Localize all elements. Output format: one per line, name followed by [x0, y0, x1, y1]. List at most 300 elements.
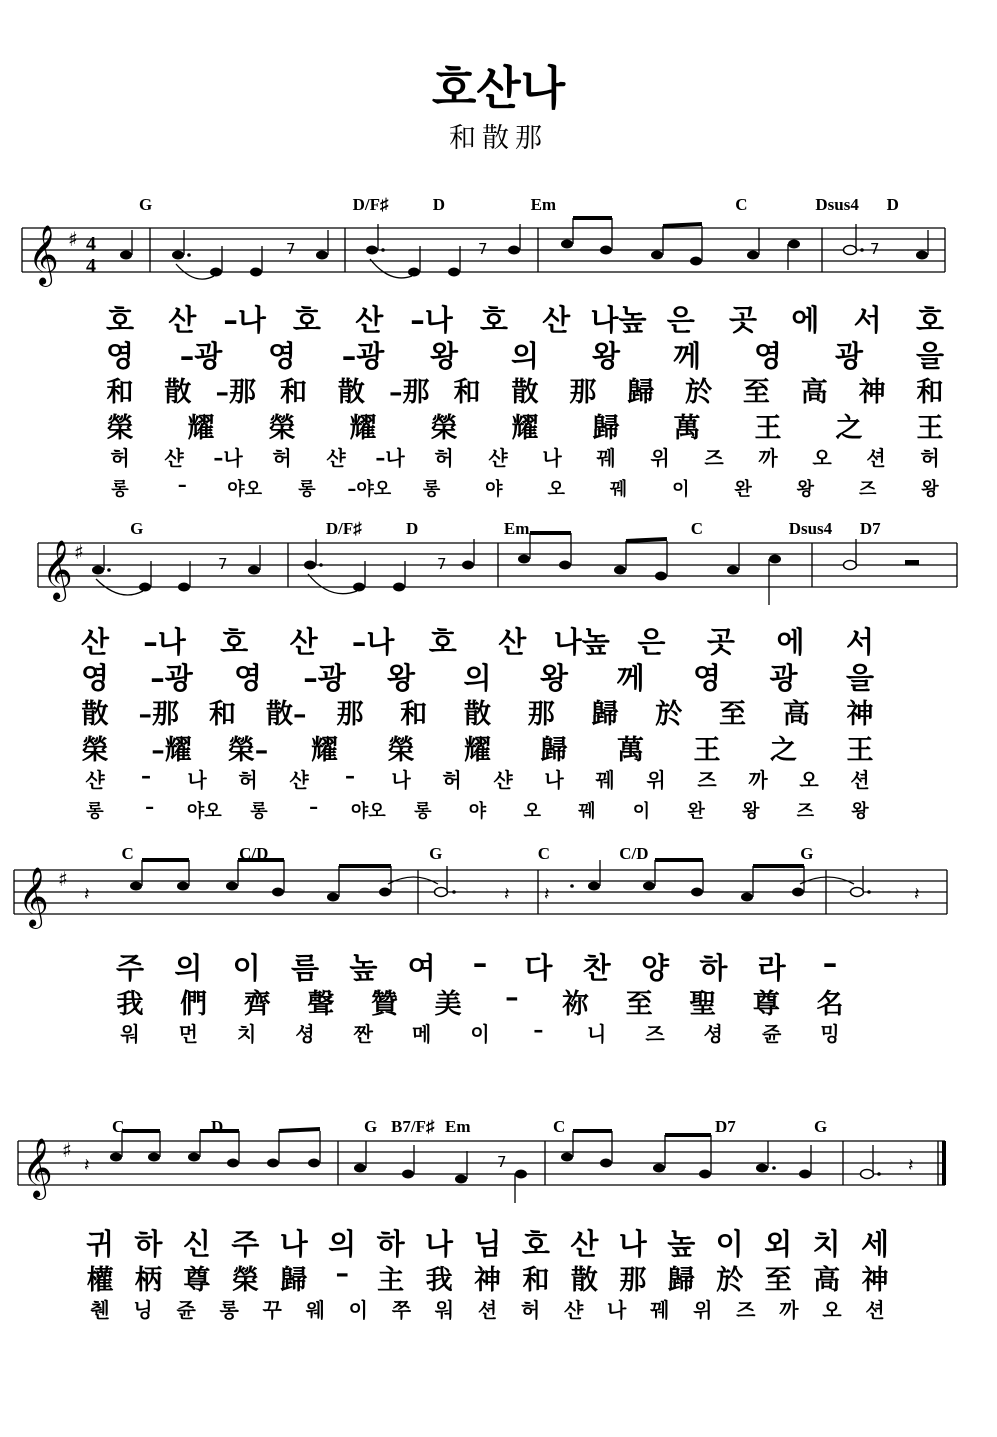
chord-symbol: D: [406, 519, 419, 538]
lyric-syllable: 尊: [752, 989, 780, 1020]
lyric-syllable: 주: [231, 1227, 260, 1261]
lyric-syllable: 완: [734, 479, 752, 500]
lyric-syllable: 을: [845, 661, 875, 695]
svg-text:♯: ♯: [58, 867, 68, 891]
lyric-syllable: 꾸: [262, 1298, 282, 1322]
lyric-syllable: 하: [699, 951, 728, 985]
svg-text:𝄽: 𝄽: [84, 1155, 90, 1176]
lyric-syllable: 於: [655, 699, 683, 730]
lyric-syllable: 耀: [511, 413, 539, 444]
lyric-syllable: –나: [410, 303, 453, 337]
lyric-syllable: 나: [618, 1227, 647, 1261]
lyric-syllable: 광: [769, 661, 798, 695]
lyric-syllable: 나: [391, 768, 411, 792]
lyric-syllable: 허: [520, 1298, 541, 1322]
svg-text:𝄽: 𝄽: [914, 884, 920, 905]
lyric-syllable: 왕: [921, 479, 939, 500]
lyric-syllable: –: [822, 946, 838, 980]
lyric-syllable: 야오: [186, 801, 222, 822]
lyric-syllable: 耀: [187, 413, 215, 444]
lyric-syllable: 즈: [697, 768, 717, 792]
lyric-syllable: –나: [351, 625, 395, 659]
lyric-syllable: 롱: [219, 1298, 239, 1322]
lyric-syllable: 쭈: [391, 1298, 412, 1322]
lyric-syllable: 꿰: [650, 1298, 670, 1322]
lyric-syllable: –: [345, 764, 355, 788]
lyric-syllable: 至: [719, 699, 746, 730]
lyric-syllable: 나: [544, 768, 564, 792]
lyric-syllable: 王: [846, 735, 874, 766]
lyric-syllable: 야오: [227, 479, 262, 500]
lyric-syllable: 즈: [645, 1022, 665, 1046]
chord-symbol: Em: [503, 519, 530, 538]
lyric-syllable: 산: [80, 625, 110, 659]
lyric-syllable: 們: [180, 989, 208, 1020]
lyric-syllable: 먼: [178, 1022, 198, 1046]
lyric-syllable: 샨: [85, 768, 105, 792]
lyric-syllable: 오: [822, 1298, 842, 1322]
lyric-syllable: 치: [236, 1022, 257, 1046]
lyric-syllable: 이: [672, 479, 690, 500]
lyric-syllable: 곳: [706, 625, 735, 659]
lyric-syllable: 서: [845, 625, 875, 659]
lyric-syllable: 高: [813, 1265, 841, 1296]
lyric-syllable: 귀: [85, 1227, 115, 1261]
lyric-syllable: 和: [106, 377, 134, 408]
lyric-syllable: 이: [715, 1227, 744, 1261]
chord-symbol: C: [537, 844, 551, 863]
lyric-syllable: 高: [782, 699, 810, 730]
lyric-syllable: 영: [233, 661, 263, 695]
svg-text:7: 7: [286, 240, 296, 258]
lyric-syllable: 柄: [134, 1265, 162, 1296]
chord-symbol: G: [139, 195, 153, 214]
svg-text:𝄞: 𝄞: [22, 1138, 53, 1198]
lyric-syllable: 즈: [858, 479, 877, 500]
lyric-syllable: 높: [349, 951, 378, 985]
lyric-syllable: 나높: [553, 625, 610, 659]
lyric-syllable: 美: [434, 989, 462, 1020]
lyric-syllable: –: [335, 1258, 349, 1289]
lyric-syllable: 꿰: [578, 801, 596, 822]
lyric-syllable: 이: [232, 951, 261, 985]
lyric-syllable: 름: [290, 951, 320, 985]
lyric-syllable: 歸: [540, 735, 568, 766]
chord-symbol: D: [886, 195, 899, 214]
lyric-syllable: 之: [835, 413, 863, 444]
svg-text:𝄞: 𝄞: [28, 225, 59, 285]
lyric-syllable: 榮: [430, 413, 458, 444]
lyric-syllable: 祢: [561, 989, 589, 1020]
lyric-syllable: –: [533, 1018, 544, 1042]
lyric-syllable: 여: [407, 951, 436, 985]
lyric-syllable: 歸: [280, 1265, 308, 1296]
lyric-syllable: 歸: [667, 1265, 695, 1296]
lyric-syllable: 롱: [111, 479, 129, 500]
lyric-syllable: –나: [213, 446, 243, 470]
chord-symbol: Dsus4: [788, 519, 833, 538]
chord-symbol: G: [814, 1117, 828, 1136]
lyric-syllable: 메: [411, 1022, 432, 1046]
chord-symbol: D/F♯: [352, 195, 389, 214]
lyric-syllable: 샨: [289, 768, 309, 792]
lyric-syllable: 영: [80, 661, 110, 695]
chord-symbol: C: [553, 1117, 566, 1136]
lyric-syllable: 散: [464, 699, 491, 730]
lyric-syllable: 니: [586, 1022, 607, 1046]
lyric-syllable: 산: [542, 303, 571, 337]
lyric-syllable: 롱: [422, 479, 441, 500]
lyric-syllable: 산: [355, 303, 384, 337]
chord-symbol: Em: [530, 195, 557, 214]
lyric-syllable: 호: [521, 1227, 550, 1261]
lyric-syllable: 꿰: [596, 446, 616, 470]
staff-2: [0, 529, 997, 609]
lyric-syllable: 왕: [796, 479, 815, 500]
lyric-syllable: 神: [846, 699, 874, 730]
chord-symbol: D/F♯: [325, 519, 362, 538]
chord-row-3: [0, 844, 997, 866]
svg-text:7: 7: [478, 240, 488, 258]
lyric-syllable: 께: [616, 661, 645, 695]
chord-symbol: D7: [715, 1117, 736, 1136]
lyric-syllable: 허: [110, 446, 130, 470]
lyric-syllable: 영: [105, 339, 135, 373]
lyric-syllable: 샨: [488, 446, 508, 470]
lyric-syllable: 허: [238, 768, 258, 792]
lyric-syllable: 名: [816, 989, 844, 1020]
lyric-syllable: 호: [105, 303, 135, 337]
lyric-syllable: 왕: [386, 661, 416, 695]
lyric-syllable: 션: [865, 1298, 885, 1322]
chord-symbol: C/D: [239, 844, 269, 863]
lyric-syllable: 榮: [81, 735, 109, 766]
lyric-syllable: 영: [753, 339, 783, 373]
svg-text:7: 7: [437, 555, 447, 573]
svg-text:4: 4: [86, 255, 96, 277]
lyric-syllable: 至: [742, 377, 770, 408]
lyric-syllable: 롱: [86, 801, 104, 822]
lyric-syllable: 영: [267, 339, 297, 373]
lyric-syllable: 을: [915, 339, 945, 373]
lyric-syllable: 완: [687, 801, 705, 822]
lyric-syllable: 췐: [90, 1298, 110, 1322]
lyric-syllable: 웨: [305, 1298, 325, 1322]
lyric-syllable: –광: [341, 339, 385, 373]
lyric-syllable: 오: [523, 801, 541, 822]
lyric-syllable: 허: [442, 768, 462, 792]
chord-symbol: D: [211, 1117, 224, 1136]
lyric-syllable: 야: [485, 479, 503, 500]
lyric-syllable: 和: [400, 699, 428, 730]
lyric-syllable: 榮–: [227, 735, 269, 766]
lyric-syllable: 신: [182, 1227, 211, 1261]
lyric-syllable: 散: [511, 377, 539, 408]
lyric-syllable: 那: [619, 1265, 647, 1296]
lyric-syllable: 쥰: [761, 1022, 782, 1046]
lyric-syllable: 하: [134, 1227, 163, 1261]
lyric-syllable: 散: [164, 377, 192, 408]
lyric-syllable: 의: [174, 951, 203, 985]
lyric-syllable: 散: [570, 1265, 598, 1296]
lyric-syllable: 샨: [493, 768, 513, 792]
lyric-syllable: 나: [425, 1227, 454, 1261]
lyric-syllable: 和: [916, 377, 944, 408]
chord-symbol: D: [432, 195, 445, 214]
lyric-syllable: –: [309, 797, 319, 818]
lyric-syllable: 높: [667, 1227, 696, 1261]
lyric-syllable: 즈: [796, 801, 815, 822]
staff-1: [0, 214, 997, 294]
lyric-syllable: 위: [650, 446, 670, 470]
svg-text:𝄽: 𝄽: [544, 884, 550, 905]
chord-symbol: G: [800, 844, 814, 863]
lyric-syllable: 다: [524, 951, 553, 985]
chord-symbol: Em: [445, 1117, 471, 1136]
lyric-syllable: 까: [758, 446, 778, 470]
svg-text:𝄽: 𝄽: [504, 884, 510, 905]
chord-symbol: C: [121, 844, 134, 863]
lyric-syllable: 호: [292, 303, 321, 337]
lyric-syllable: 꿰: [595, 768, 615, 792]
lyric-syllable: 님: [473, 1227, 502, 1261]
lyric-syllable: 오: [812, 446, 832, 470]
lyric-syllable: 션: [477, 1298, 498, 1322]
svg-text:7: 7: [218, 555, 228, 573]
lyric-syllable: 那: [569, 377, 597, 408]
chord-symbol: C/D: [619, 844, 649, 863]
lyric-syllable: 萬: [617, 735, 644, 766]
lyric-syllable: 왕: [591, 339, 621, 373]
lyric-syllable: 散: [337, 377, 365, 408]
lyric-syllable: 歸: [592, 413, 620, 444]
lyric-syllable: 歸: [627, 377, 655, 408]
lyric-syllable: 我: [116, 989, 144, 1020]
chord-symbol: C: [112, 1117, 125, 1136]
lyric-syllable: –야오: [347, 479, 392, 500]
lyric-syllable: 齊: [243, 989, 271, 1020]
lyric-syllable: 에: [776, 625, 805, 659]
chord-row-4: [0, 1117, 997, 1139]
lyric-syllable: 神: [861, 1265, 889, 1296]
lyric-syllable: 오: [547, 479, 565, 500]
svg-text:♯: ♯: [74, 540, 84, 564]
lyric-syllable: 샨: [326, 446, 346, 470]
lyric-syllable: –광: [150, 661, 193, 695]
lyric-syllable: 主: [377, 1265, 405, 1296]
lyric-syllable: –나: [375, 446, 405, 470]
lyric-syllable: 야오: [350, 801, 386, 822]
lyric-syllable: 닝: [133, 1298, 153, 1322]
lyric-syllable: –나: [143, 625, 186, 659]
chord-row-1: [0, 195, 997, 217]
staff-4: [0, 1127, 997, 1207]
svg-text:♯: ♯: [62, 1138, 72, 1162]
lyric-syllable: 聖: [689, 989, 717, 1020]
lyric-syllable: 샨: [563, 1298, 584, 1322]
lyric-syllable: 주: [115, 951, 145, 985]
lyric-syllable: 샨: [164, 446, 184, 470]
chord-symbol: G: [429, 844, 443, 863]
lyric-syllable: 萬: [673, 413, 701, 444]
lyric-syllable: 나높: [590, 303, 647, 337]
lyric-syllable: 왕: [539, 661, 569, 695]
song-subtitle: 和散那: [449, 123, 548, 154]
lyric-syllable: 之: [770, 735, 797, 766]
lyric-syllable: 찬: [582, 951, 611, 985]
lyric-syllable: 於: [685, 377, 713, 408]
lyric-syllable: 聲: [307, 989, 335, 1020]
lyric-syllable: 은: [666, 303, 695, 337]
lyric-syllable: –那: [389, 377, 430, 408]
lyric-syllable: 롱: [298, 479, 316, 500]
lyric-syllable: –광: [303, 661, 346, 695]
lyric-syllable: 榮: [106, 413, 134, 444]
chord-symbol: Dsus4: [815, 195, 859, 214]
lyric-syllable: 이: [632, 801, 651, 822]
lyric-syllable: 외: [764, 1227, 793, 1261]
lyric-syllable: 於: [716, 1265, 744, 1296]
lyric-syllable: 광: [834, 339, 864, 373]
lyric-syllable: 耀: [464, 735, 491, 766]
lyric-syllable: 神: [858, 377, 886, 408]
lyric-syllable: 和: [522, 1265, 550, 1296]
lyric-syllable: 호: [479, 303, 508, 337]
svg-text:𝄽: 𝄽: [84, 884, 90, 905]
lyric-syllable: 나: [606, 1298, 627, 1322]
chord-symbol: C: [690, 519, 704, 538]
lyric-syllable: 至: [625, 989, 653, 1020]
song-title: 호산나: [431, 61, 566, 115]
lyric-syllable: 尊: [183, 1265, 211, 1296]
lyric-syllable: 왕: [742, 801, 760, 822]
chord-symbol: G: [364, 1117, 378, 1136]
lyric-syllable: 허: [434, 446, 454, 470]
lyric-syllable: 榮: [268, 413, 296, 444]
lyric-syllable: 의: [510, 339, 540, 373]
lyric-syllable: 和: [209, 699, 236, 730]
lyric-syllable: 세: [860, 1227, 890, 1261]
lyric-syllable: 야: [468, 801, 487, 822]
svg-text:♯: ♯: [68, 227, 78, 251]
lyric-syllable: 허: [272, 446, 292, 470]
lyric-syllable: –: [145, 797, 155, 818]
lyric-syllable: 영: [692, 661, 722, 695]
lyric-syllable: 王: [754, 413, 782, 444]
svg-text:7: 7: [497, 1153, 507, 1171]
lyric-syllable: 즈: [704, 446, 724, 470]
lyric-syllable: 호: [220, 625, 249, 659]
chord-symbol: C: [735, 195, 748, 214]
lyric-syllable: –광: [179, 339, 223, 373]
lyric-syllable: –나: [223, 303, 266, 337]
lyric-syllable: 위: [693, 1298, 713, 1322]
lyric-syllable: –: [505, 982, 519, 1013]
lyric-syllable: 나: [542, 446, 562, 470]
lyric-syllable: 至: [764, 1265, 792, 1296]
lyric-syllable: 榮: [387, 735, 415, 766]
lyric-syllable: 은: [637, 625, 666, 659]
lyric-syllable: 하: [376, 1227, 405, 1261]
lyric-syllable: –: [472, 946, 488, 980]
lyric-syllable: 셩: [703, 1022, 723, 1046]
lyric-syllable: 짠: [353, 1022, 373, 1046]
lyric-syllable: 호: [915, 303, 945, 337]
lyric-syllable: 산: [289, 625, 318, 659]
lyric-syllable: 롱: [414, 801, 432, 822]
lyric-syllable: 이: [470, 1022, 490, 1046]
lyric-syllable: 꿰: [609, 479, 628, 500]
lyric-syllable: 나: [279, 1227, 308, 1261]
lyric-syllable: 王: [916, 413, 944, 444]
lyric-syllable: –: [177, 475, 187, 496]
lyric-syllable: 那: [336, 699, 364, 730]
lyric-syllable: 산: [570, 1227, 599, 1261]
lyric-syllable: 양: [640, 951, 670, 985]
lyric-syllable: 의: [328, 1227, 357, 1261]
lyric-syllable: 호: [428, 625, 457, 659]
lyric-syllable: –那: [215, 377, 256, 408]
chord-symbol: D7: [859, 519, 881, 538]
lyric-syllable: 라: [757, 951, 786, 985]
lyric-syllable: 王: [693, 735, 721, 766]
lyric-syllable: 이: [348, 1298, 368, 1322]
lyric-syllable: 치: [812, 1227, 841, 1261]
lyric-syllable: 허: [920, 446, 940, 470]
lyric-syllable: 贊: [371, 989, 399, 1020]
lyric-syllable: 權: [86, 1265, 114, 1296]
lyric-syllable: 耀: [311, 735, 338, 766]
lyric-syllable: 롱: [250, 801, 268, 822]
lyric-syllable: 和: [280, 377, 308, 408]
lyric-syllable: 和: [453, 377, 481, 408]
lyric-syllable: 워: [434, 1298, 455, 1322]
lyric-syllable: 我: [425, 1265, 453, 1296]
lyric-syllable: 즈: [736, 1298, 756, 1322]
lyric-syllable: 耀: [349, 413, 377, 444]
lyric-syllable: –耀: [151, 735, 192, 766]
lyric-syllable: 션: [850, 768, 870, 792]
svg-text:𝄽: 𝄽: [908, 1155, 914, 1176]
svg-text:𝄞: 𝄞: [42, 540, 73, 600]
lyric-syllable: 워: [120, 1022, 140, 1046]
lyric-syllable: 션: [866, 446, 886, 470]
svg-text:4: 4: [86, 233, 96, 255]
lyric-syllable: –那: [138, 699, 179, 730]
lyric-syllable: 께: [672, 339, 702, 373]
lyric-syllable: 쥰: [176, 1298, 196, 1322]
lyric-syllable: 셩: [295, 1022, 315, 1046]
lyric-syllable: 歸: [591, 699, 619, 730]
lyric-syllable: 까: [779, 1298, 799, 1322]
lyric-syllable: 왕: [429, 339, 459, 373]
chord-symbol: G: [130, 519, 144, 538]
lyric-syllable: 散: [81, 699, 109, 730]
lyric-syllable: 오: [799, 768, 819, 792]
staff-3: [0, 856, 997, 936]
lyric-syllable: 에: [791, 303, 820, 337]
lyric-syllable: 神: [474, 1265, 501, 1296]
chord-symbol: B7/F♯: [391, 1117, 435, 1136]
lyric-syllable: 나: [187, 768, 207, 792]
lyric-syllable: 산: [498, 625, 527, 659]
lyric-syllable: 밍: [820, 1022, 840, 1046]
svg-text:7: 7: [870, 240, 880, 258]
lyric-syllable: 산: [168, 303, 197, 337]
lyric-syllable: 散–: [266, 699, 307, 730]
lyric-syllable: 왕: [851, 801, 869, 822]
lyric-syllable: 서: [853, 303, 882, 337]
